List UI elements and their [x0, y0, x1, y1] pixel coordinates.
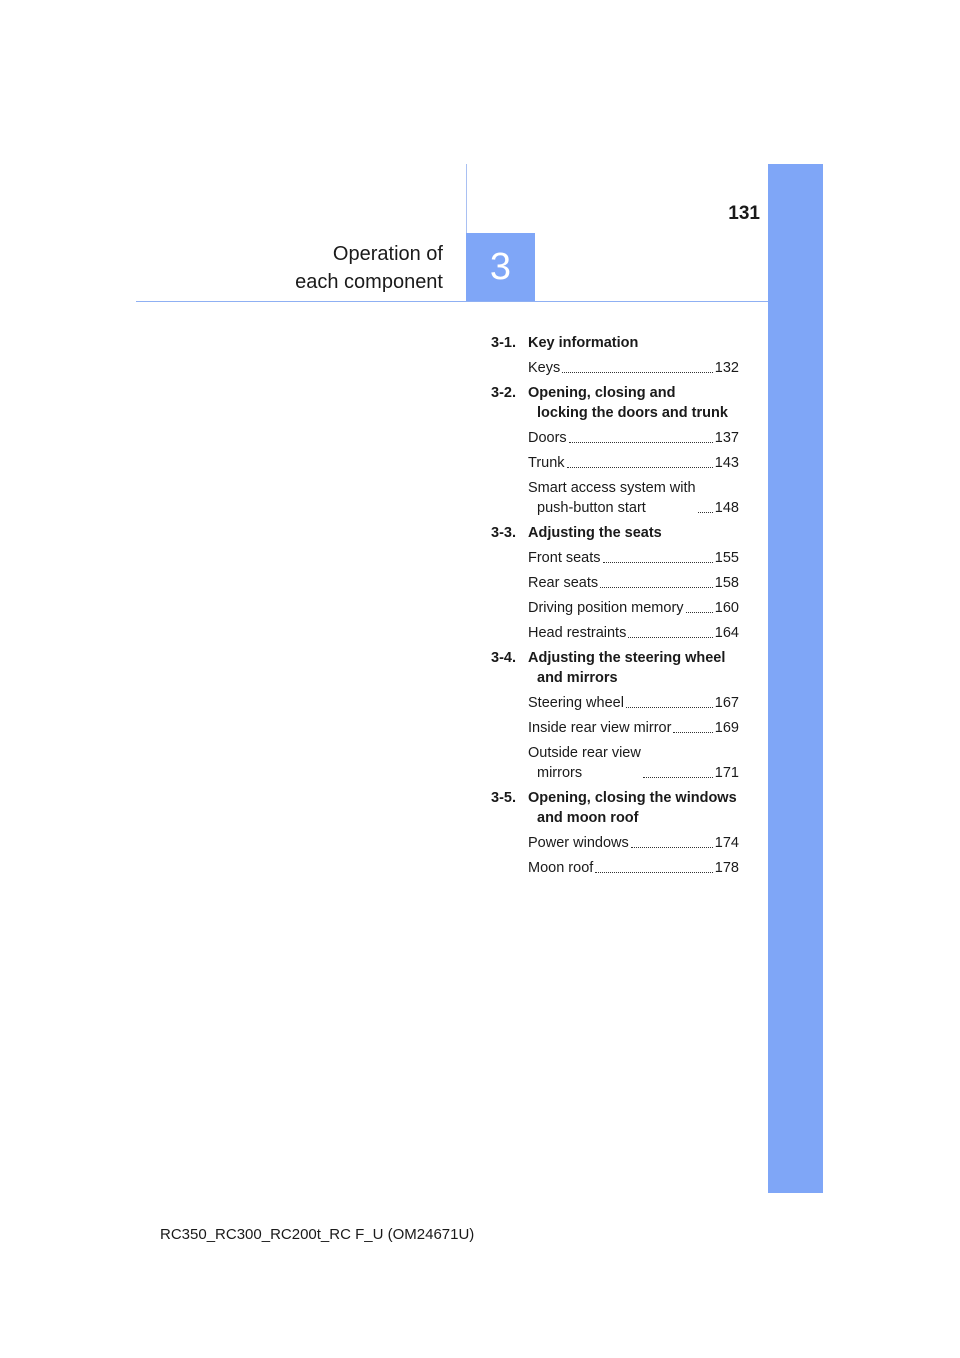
entry-title-line1: Outside rear view	[528, 745, 641, 761]
section-title	[528, 333, 739, 353]
chapter-side-tab	[768, 164, 823, 1193]
section-title-line2: locking the doors and trunk	[537, 405, 728, 421]
entry-title-line1: Smart access system with	[528, 480, 696, 496]
section-number: 3-2.	[491, 385, 516, 401]
entry-title-line2: mirrors	[537, 765, 583, 781]
dot-leader	[686, 612, 713, 613]
dot-leader	[628, 637, 712, 638]
section-title	[528, 648, 739, 688]
dot-leader	[631, 847, 713, 848]
section-heading[interactable]	[491, 788, 739, 828]
entry-title: Steering wheel	[528, 695, 624, 711]
toc-entry[interactable]	[528, 858, 739, 878]
dot-leader	[626, 707, 713, 708]
section-heading[interactable]	[491, 383, 739, 423]
toc-entry[interactable]	[528, 743, 739, 783]
entry-page: 137	[714, 430, 739, 446]
chapter-title	[200, 240, 443, 296]
entry-page: 174	[714, 835, 739, 851]
dot-leader	[643, 777, 713, 778]
entry-title: Keys	[528, 360, 561, 376]
entry-title: Driving position memory	[528, 600, 684, 616]
section-title-line2: and moon roof	[537, 810, 639, 826]
toc-entry[interactable]	[528, 623, 739, 643]
dot-leader	[569, 442, 713, 443]
dot-leader	[595, 872, 713, 873]
section-title	[528, 523, 739, 543]
header-horizontal-rule	[136, 301, 768, 302]
entry-title: Front seats	[528, 550, 601, 566]
section-title	[528, 383, 739, 423]
toc-entry[interactable]	[528, 453, 739, 473]
entry-title: Power windows	[528, 835, 629, 851]
dot-leader	[603, 562, 713, 563]
entry-page: 148	[714, 500, 739, 516]
section-number: 3-4.	[491, 650, 516, 666]
toc-section-3-1	[491, 333, 739, 378]
entry-title	[528, 478, 696, 518]
section-heading[interactable]	[491, 333, 739, 353]
toc-entry[interactable]	[528, 428, 739, 448]
entry-page: 169	[714, 720, 739, 736]
dot-leader	[567, 467, 713, 468]
toc-section-3-2	[491, 383, 739, 518]
toc-entry[interactable]	[528, 478, 739, 518]
section-title-line1: Opening, closing and	[528, 385, 676, 401]
entry-title: Head restraints	[528, 625, 627, 641]
entry-title-line2: push-button start	[537, 500, 646, 516]
entry-title: Doors	[528, 430, 567, 446]
entry-page: 143	[714, 455, 739, 471]
entry-page: 155	[714, 550, 739, 566]
table-of-contents	[491, 333, 739, 883]
dot-leader	[600, 587, 713, 588]
entry-page: 171	[714, 765, 739, 781]
document-footer: RC350_RC300_RC200t_RC F_U (OM24671U)	[160, 1226, 475, 1243]
page-number: 131	[728, 203, 760, 224]
chapter-title-line2: each component	[295, 271, 443, 293]
section-number: 3-1.	[491, 335, 516, 351]
entry-page: 160	[714, 600, 739, 616]
entry-page: 158	[714, 575, 739, 591]
toc-entry[interactable]	[528, 833, 739, 853]
toc-entry[interactable]	[528, 548, 739, 568]
section-title-line2: and mirrors	[537, 670, 618, 686]
dot-leader	[673, 732, 712, 733]
entry-page: 164	[714, 625, 739, 641]
toc-entry[interactable]	[528, 573, 739, 593]
section-title-line1: Adjusting the seats	[528, 525, 662, 541]
entry-title: Trunk	[528, 455, 565, 471]
toc-entry[interactable]	[528, 718, 739, 738]
dot-leader	[698, 512, 713, 513]
entry-page: 167	[714, 695, 739, 711]
toc-entry[interactable]	[528, 598, 739, 618]
entry-title: Rear seats	[528, 575, 599, 591]
toc-section-3-5	[491, 788, 739, 878]
entry-page: 132	[714, 360, 739, 376]
section-title-line1: Adjusting the steering wheel	[528, 650, 726, 666]
chapter-number-box: 3	[466, 233, 535, 301]
toc-section-3-3	[491, 523, 739, 643]
section-title	[528, 788, 739, 828]
entry-title: Inside rear view mirror	[528, 720, 672, 736]
section-title-line1: Key information	[528, 335, 639, 351]
toc-section-3-4	[491, 648, 739, 783]
entry-title: Moon roof	[528, 860, 594, 876]
entry-title	[528, 743, 641, 783]
toc-entry[interactable]	[528, 358, 739, 378]
chapter-title-line1: Operation of	[332, 243, 443, 265]
section-number: 3-3.	[491, 525, 516, 541]
section-title-line1: Opening, closing the windows	[528, 790, 737, 806]
section-heading[interactable]	[491, 523, 739, 543]
section-number: 3-5.	[491, 790, 516, 806]
section-heading[interactable]	[491, 648, 739, 688]
entry-page: 178	[714, 860, 739, 876]
toc-entry[interactable]	[528, 693, 739, 713]
dot-leader	[562, 372, 713, 373]
